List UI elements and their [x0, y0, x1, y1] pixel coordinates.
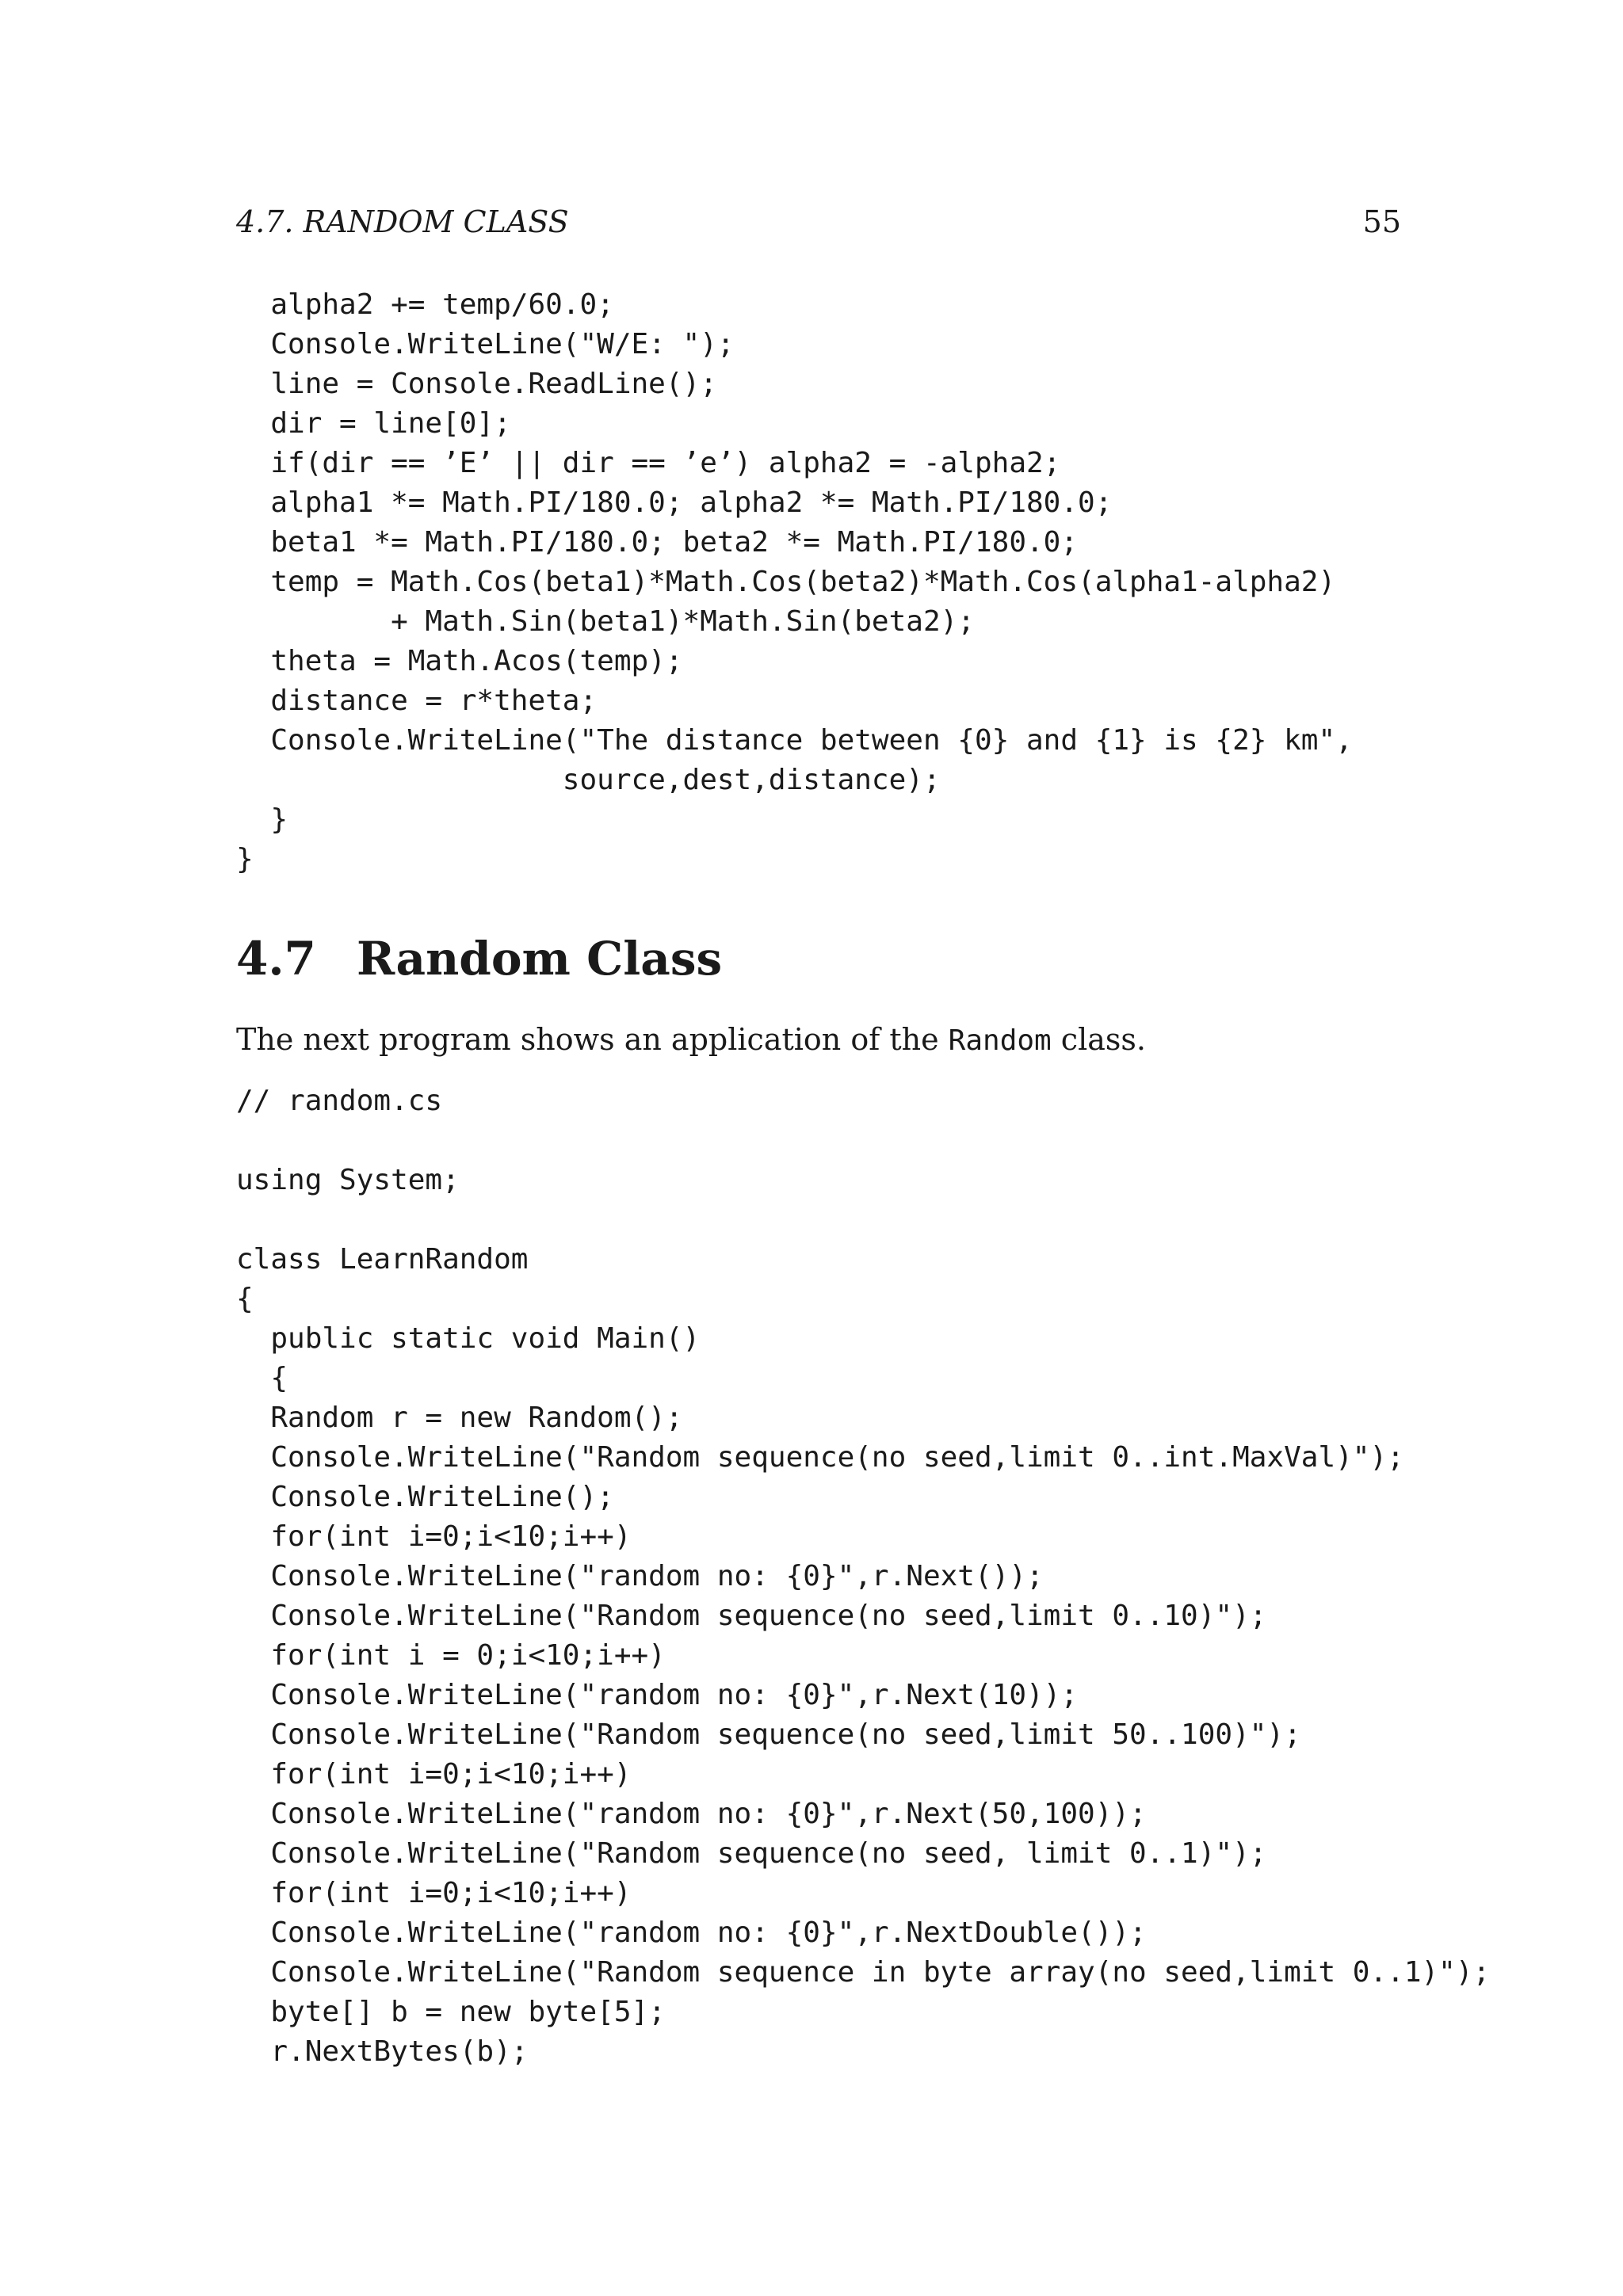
code-line: Console.WriteLine("random no: {0}",r.NextDouble());: [236, 1917, 1147, 1949]
code-line: using System;: [236, 1164, 460, 1196]
intro-paragraph: [236, 1018, 1146, 1062]
code-line: public static void Main(): [236, 1322, 701, 1355]
code-line: + Math.Sin(beta1)*Math.Sin(beta2);: [236, 605, 975, 638]
section-number: 4.7: [236, 932, 316, 986]
code-listing-distance: [236, 285, 1353, 879]
code-line: // random.cs: [236, 1085, 443, 1117]
code-line: [236, 1121, 1490, 1161]
code-line: Console.WriteLine("The distance between {0} and {1} is {2} km",: [236, 724, 1353, 757]
code-line: source,dest,distance);: [236, 764, 941, 796]
code-line: beta1 *= Math.PI/180.0; beta2 *= Math.PI/180.0;: [236, 526, 1079, 559]
paragraph-text-before: The next program shows an application of the: [236, 1022, 949, 1057]
code-line: Console.WriteLine("Random sequence(no seed, limit 0..1)");: [236, 1837, 1267, 1870]
code-line: for(int i=0;i<10;i++): [236, 1877, 632, 1909]
code-line: line = Console.ReadLine();: [236, 368, 717, 400]
code-line: distance = r*theta;: [236, 685, 598, 717]
code-line: dir = line[0];: [236, 407, 511, 440]
section-heading: [236, 927, 722, 990]
running-header: [236, 198, 1401, 246]
code-line: alpha2 += temp/60.0;: [236, 288, 614, 321]
code-line: theta = Math.Acos(temp);: [236, 645, 683, 677]
code-line: }: [236, 803, 288, 836]
code-line: Console.WriteLine("Random sequence(no seed,limit 0..int.MaxVal)");: [236, 1441, 1404, 1474]
code-line: [236, 1200, 1490, 1240]
code-line: Console.WriteLine("Random sequence(no seed,limit 50..100)");: [236, 1718, 1301, 1751]
section-title: Random Class: [357, 932, 723, 986]
code-line: class LearnRandom: [236, 1243, 529, 1276]
chapter-title: 4.7. RANDOM CLASS: [236, 204, 569, 239]
code-line: alpha1 *= Math.PI/180.0; alpha2 *= Math.PI/180.0;: [236, 486, 1113, 519]
code-line: if(dir == ’E’ || dir == ’e’) alpha2 = -alpha2;: [236, 447, 1061, 479]
page-number: 55: [1362, 204, 1401, 239]
code-line: byte[] b = new byte[5];: [236, 1996, 666, 2028]
code-line: Random r = new Random();: [236, 1402, 683, 1434]
code-line: {: [236, 1362, 288, 1394]
code-line: Console.WriteLine("random no: {0}",r.Next(50,100));: [236, 1798, 1147, 1830]
code-line: for(int i=0;i<10;i++): [236, 1520, 632, 1553]
code-line: for(int i=0;i<10;i++): [236, 1758, 632, 1791]
code-line: {: [236, 1283, 254, 1315]
code-line: r.NextBytes(b);: [236, 2035, 529, 2068]
code-line: Console.WriteLine("random no: {0}",r.Next());: [236, 1560, 1044, 1592]
code-line: Console.WriteLine("Random sequence(no seed,limit 0..10)");: [236, 1600, 1267, 1632]
code-line: temp = Math.Cos(beta1)*Math.Cos(beta2)*Math.Cos(alpha1-alpha2): [236, 566, 1336, 598]
paragraph-text-after: class.: [1051, 1022, 1146, 1057]
code-line: Console.WriteLine("Random sequence in byte array(no seed,limit 0..1)");: [236, 1956, 1491, 1989]
inline-code: Random: [948, 1024, 1052, 1057]
code-line: for(int i = 0;i<10;i++): [236, 1639, 666, 1672]
code-line: }: [236, 843, 254, 875]
code-line: Console.WriteLine("random no: {0}",r.Next(10));: [236, 1679, 1079, 1711]
code-line: Console.WriteLine();: [236, 1481, 614, 1513]
code-line: Console.WriteLine("W/E: ");: [236, 328, 735, 360]
code-listing-random: [236, 1081, 1490, 2072]
